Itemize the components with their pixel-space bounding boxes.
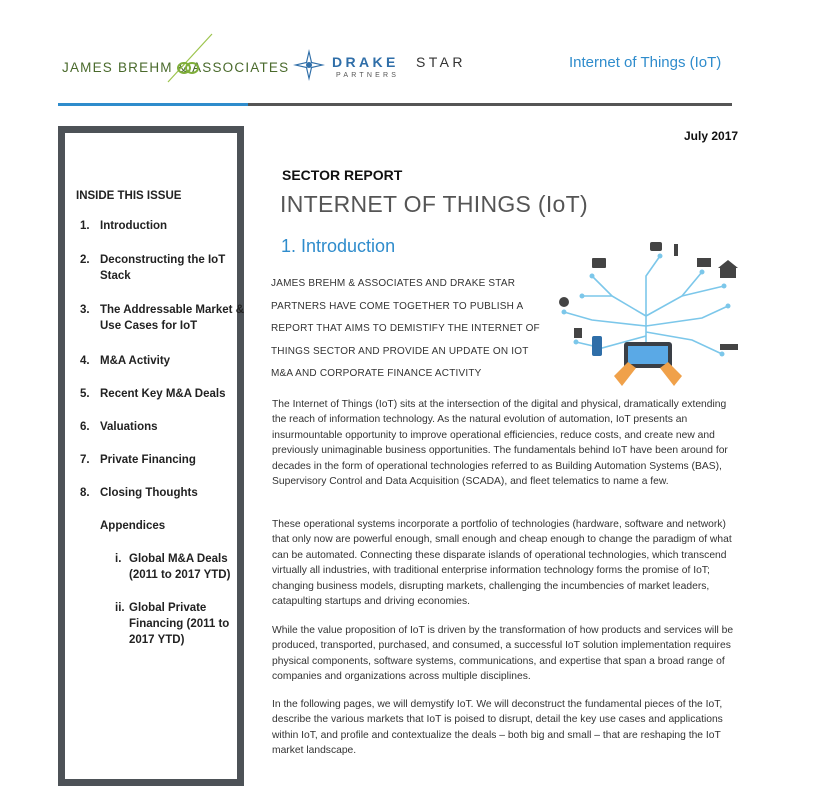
toc-label: M&A Activity <box>100 355 171 367</box>
body-paragraph: While the value proposition of IoT is driven by the transformation of how products and services will be produced, transported, purchased, and consumed, a successful IoT solution implementation requires physical components, software systems, communications, and expertise that span a broad range of companies and organizations across multiple disciplines. <box>272 625 734 683</box>
iot-network-illustration-icon <box>552 236 744 388</box>
section-heading: 1. Introduction <box>281 236 396 256</box>
drake-star-logo-subtitle: PARTNERS <box>336 72 400 79</box>
body-paragraph: The Internet of Things (IoT) sits at the intersection of the digital and physical, dramatically extending the reach of information technology. As the natural evolution of automation, IoT presents an insurmountable opportunity to improve operational efficiencies, reduce costs, and create new and previously unimaginable business opportunities. The fundamentals behind IoT have been around for decades in the form of operational technologies referred to as Building Automation Systems (BAS), Supervisory Control and Data Acquisition (SCADA), and fleet telematics to name a few. <box>272 399 728 488</box>
header-title: Internet of Things (IoT) <box>569 54 722 71</box>
drake-star-logo-secondary: STAR <box>416 54 466 70</box>
toc-label: The Addressable Market & Use Cases for IoT <box>100 304 245 332</box>
page-title: INTERNET OF THINGS (IoT) <box>280 191 588 217</box>
toc-label: Global M&A Deals (2011 to 2017 YTD) <box>129 553 231 581</box>
toc-number: 1. <box>80 220 90 232</box>
toc-label: Deconstructing the IoT Stack <box>100 254 226 282</box>
toc-label: Global Private Financing (2011 to 2017 YTD) <box>129 602 230 646</box>
toc-label: Closing Thoughts <box>100 487 198 499</box>
report-date: July 2017 <box>684 129 739 143</box>
toc-label: Introduction <box>100 220 168 232</box>
toc-number: 7. <box>80 454 90 466</box>
body-paragraph: These operational systems incorporate a portfolio of technologies (hardware, software and network) that only now are powerful enough, small enough and cheap enough to change the paradigm of what can be automated. Connecting these disparate islands of operational technologies, which transcend virtually all industries, with traditional enterprise information technology forms the promise of IoT; changing business models, disrupting markets, challenging the incumbencies of market leaders, catapulting startups and driving economies. <box>272 519 732 608</box>
james-brehm-logo-mark-icon <box>160 30 216 86</box>
drake-star-logo-primary: DRAKE <box>332 54 399 70</box>
james-brehm-logo-text: JAMES BREHM & ASSOCIATES <box>62 60 290 75</box>
drake-star-compass-icon <box>292 48 326 82</box>
toc-label: Recent Key M&A Deals <box>100 388 226 400</box>
toc-label: Appendices <box>100 520 166 532</box>
body-paragraph: In the following pages, we will demystify IoT. We will deconstruct the fundamental pieces of the IoT, describe the various markets that IoT is poised to disrupt, detail the key use cases and applications within IoT, and profile and contextualize the deals – both big and small – that are reshaping the IoT market landscape. <box>272 699 723 757</box>
intro-callout: JAMES BREHM & ASSOCIATES AND DRAKE STAR PARTNERS HAVE COME TOGETHER TO PUBLISH A REPORT THAT AIMS TO DEMISTIFY THE INTERNET OF THINGS SECTOR AND PROVIDE AN UPDATE ON IOT M&A AND CORPORATE FINANCE ACTIVITY <box>271 278 540 379</box>
toc-number: 3. <box>80 304 90 316</box>
toc-number: ii. <box>115 602 125 614</box>
toc-label: Valuations <box>100 421 158 433</box>
toc-label: Private Financing <box>100 454 196 466</box>
toc-number: 6. <box>80 421 90 433</box>
toc-number: i. <box>115 553 122 565</box>
toc-number: 8. <box>80 487 90 499</box>
toc-number: 5. <box>80 388 90 400</box>
toc-number: 4. <box>80 355 90 367</box>
sector-report-label: SECTOR REPORT <box>282 167 403 183</box>
toc-number: 2. <box>80 254 90 266</box>
sidebar-heading: INSIDE THIS ISSUE <box>76 190 182 202</box>
header-divider <box>58 103 732 106</box>
